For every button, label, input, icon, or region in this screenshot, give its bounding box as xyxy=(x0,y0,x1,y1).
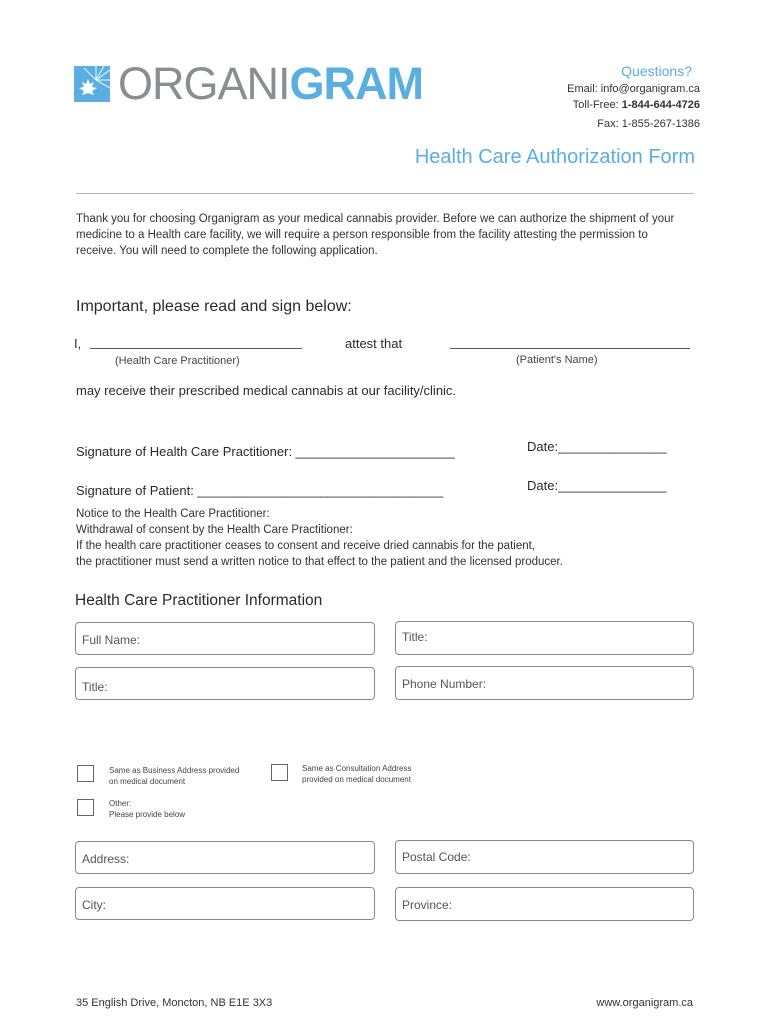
intro-paragraph: Thank you for choosing Organigram as your medical cannabis provider. Before we can authorize the shipment of your medicine to a Health care facility, we will require a person responsible from the facility attesting the permission to receive. You will need to complete the following application. xyxy=(76,213,675,257)
notice-line-1: Notice to the Health Care Practitioner: xyxy=(76,508,270,520)
other-address-label-line-2: Please provide below xyxy=(109,810,186,819)
postal-code-field[interactable] xyxy=(395,840,694,874)
address-label: Address: xyxy=(82,852,130,866)
footer-address: 35 English Drive, Moncton, NB E1E 3X3 xyxy=(76,997,273,1009)
postal-code-label: Postal Code: xyxy=(402,850,471,864)
same-as-business-label-line-2: on medical document xyxy=(109,777,186,786)
full-name-field[interactable] xyxy=(75,622,375,655)
practitioner-name-line[interactable] xyxy=(90,348,302,349)
attestation-heading: Important, please read and sign below: xyxy=(76,298,352,315)
same-as-business-label-line-1: Same as Business Address provided xyxy=(109,766,240,775)
practitioner-info-heading: Health Care Practitioner Information xyxy=(75,592,323,609)
questions-heading: Questions? xyxy=(621,63,692,79)
province-field[interactable] xyxy=(395,887,694,921)
title-left-label: Title: xyxy=(82,680,108,694)
city-field[interactable] xyxy=(75,887,375,920)
contact-tollfree xyxy=(573,99,700,111)
brand-wordmark-bold: GRAM xyxy=(289,58,424,109)
brand-wordmark xyxy=(118,60,423,108)
phone-number-field[interactable] xyxy=(395,666,694,700)
same-as-business-label xyxy=(109,765,239,787)
practitioner-date-line[interactable]: Date:_______________ xyxy=(527,439,667,454)
organigram-leaf-logo-icon xyxy=(74,66,110,102)
practitioner-signature-line[interactable]: Signature of Health Care Practitioner: ______________________ xyxy=(76,444,455,459)
patient-name-line[interactable] xyxy=(450,348,690,349)
patient-caption: (Patient's Name) xyxy=(516,354,598,366)
same-as-business-checkbox[interactable] xyxy=(77,765,94,782)
contact-fax: Fax: 1-855-267-1386 xyxy=(597,118,700,130)
other-address-label-line-1: Other: xyxy=(109,799,132,808)
tollfree-number: 1-844-644-4726 xyxy=(621,99,700,111)
same-as-consultation-checkbox[interactable] xyxy=(271,764,288,781)
i-label: I, xyxy=(74,336,82,351)
patient-signature-line[interactable]: Signature of Patient: __________________________________ xyxy=(76,483,444,498)
notice-line-4: the practitioner must send a written notice to that effect to the patient and the licensed producer. xyxy=(76,556,563,568)
may-receive-text: may receive their prescribed medical cannabis at our facility/clinic. xyxy=(76,383,457,398)
city-label: City: xyxy=(82,898,106,912)
same-as-consultation-label xyxy=(302,763,411,785)
form-title: Health Care Authorization Form xyxy=(414,146,695,168)
phone-number-label: Phone Number: xyxy=(402,677,487,691)
title-right-label: Title: xyxy=(402,630,428,644)
other-address-checkbox[interactable] xyxy=(77,799,94,816)
notice-line-2: Withdrawal of consent by the Health Care Practitioner: xyxy=(76,524,353,536)
title-field-right[interactable] xyxy=(395,621,694,655)
full-name-label: Full Name: xyxy=(82,633,141,647)
contact-email[interactable]: Email: info@organigram.ca xyxy=(567,83,700,95)
patient-date-line[interactable]: Date:_______________ xyxy=(527,478,667,493)
attest-text: attest that xyxy=(345,336,403,351)
title-divider xyxy=(76,193,694,194)
notice-line-3: If the health care practitioner ceases to consent and receive dried cannabis for the patient, xyxy=(76,540,536,552)
tollfree-label: Toll-Free: xyxy=(572,99,622,111)
same-as-consultation-label-line-2: provided on medical document xyxy=(302,775,411,784)
footer-website[interactable]: www.organigram.ca xyxy=(596,997,693,1009)
brand-wordmark-light: ORGANI xyxy=(118,58,290,109)
province-label: Province: xyxy=(402,898,453,912)
practitioner-caption: (Health Care Practitioner) xyxy=(115,355,240,367)
title-field-left[interactable] xyxy=(75,667,375,700)
other-address-label xyxy=(109,798,185,820)
same-as-consultation-label-line-1: Same as Consultation Address xyxy=(302,764,412,773)
address-field[interactable] xyxy=(75,841,375,874)
practitioner-notice xyxy=(76,506,563,570)
